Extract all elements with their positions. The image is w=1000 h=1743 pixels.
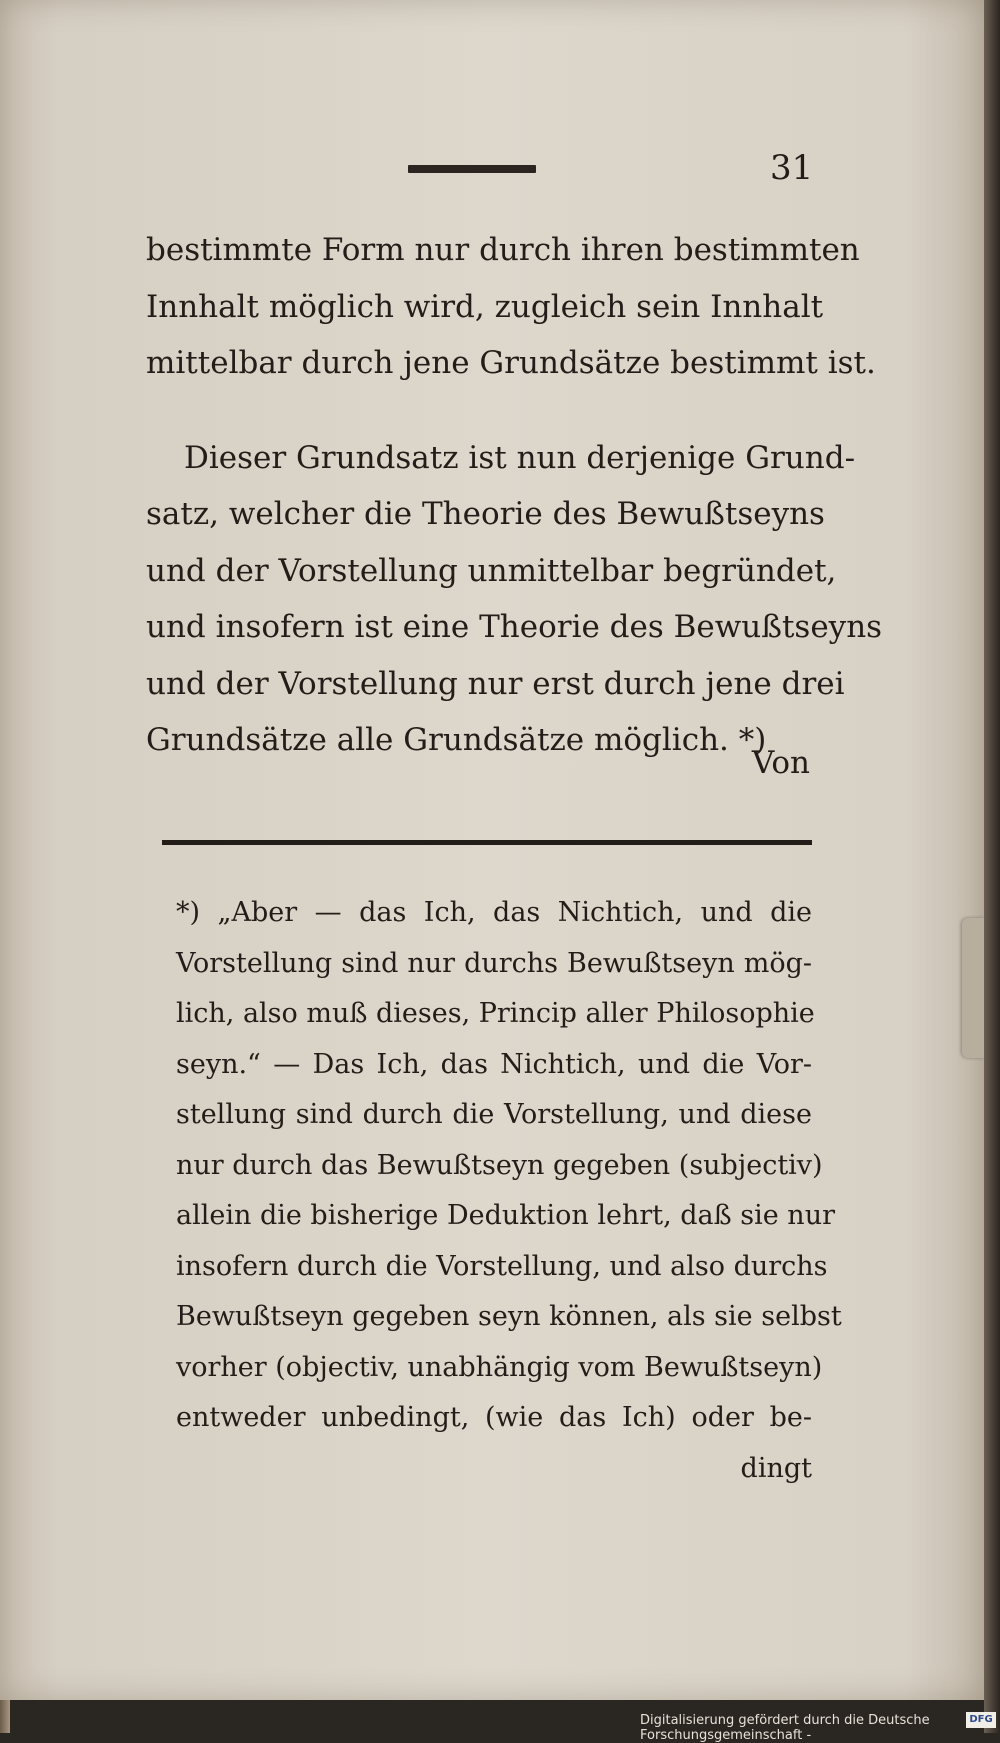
dfg-logo: DFG <box>966 1712 996 1728</box>
footnote-line: Vorstellung sind nur durchs Bewußtseyn mög- <box>176 947 812 979</box>
text-line: mittelbar durch jene Grundsätze bestimmt ist. <box>146 345 876 381</box>
footnote-line: seyn.“ — Das Ich, das Nichtich, und die Vor- <box>176 1048 812 1080</box>
text-line: und der Vorstellung nur erst durch jene drei <box>146 665 845 702</box>
footnote-line: entweder unbedingt, (wie das Ich) oder be- <box>176 1402 812 1433</box>
footnote-line: *) „Aber — das Ich, das Nichtich, und die <box>176 897 812 928</box>
footnote-line: Bewußtseyn gegeben seyn können, als sie selbst <box>176 1301 842 1332</box>
catchword: Von <box>751 745 810 781</box>
footnote-catchword: dingt <box>740 1452 812 1484</box>
footnote-line: allein die bisherige Deduktion lehrt, daß sie nur <box>176 1200 835 1231</box>
page-tab <box>962 918 984 1058</box>
text-line: Grundsätze alle Grundsätze möglich. *) <box>146 722 767 758</box>
text-line: Innhalt möglich wird, zugleich sein Innhalt <box>146 288 824 325</box>
main-text <box>146 222 883 769</box>
footer-credit: Digitalisierung gefördert durch die Deutsche Forschungsgemeinschaft - <box>640 1713 930 1743</box>
footnote-line: stellung sind durch die Vorstellung, und diese <box>176 1099 812 1130</box>
text-line: und insofern ist eine Theorie des Bewußtseyns <box>146 609 883 645</box>
page-number: 31 <box>770 148 814 188</box>
footnote-line: nur durch das Bewußtseyn gegeben (subjectiv) <box>176 1149 823 1181</box>
header-rule <box>408 165 536 173</box>
footnote-divider <box>162 840 812 845</box>
text-line: Dieser Grundsatz ist nun derjenige Grund- <box>184 439 856 476</box>
footnote-line: lich, also muß dieses, Princip aller Philosophie <box>176 998 815 1029</box>
text-line: bestimmte Form nur durch ihren bestimmten <box>146 232 860 268</box>
text-line: und der Vorstellung unmittelbar begründet, <box>146 552 837 589</box>
footnote <box>176 888 842 1494</box>
page-edge <box>984 0 1000 1733</box>
text-line: satz, welcher die Theorie des Bewußtseyns <box>146 496 825 532</box>
footnote-line: insofern durch die Vorstellung, und also durchs <box>176 1250 828 1282</box>
footnote-line: vorher (objectiv, unabhängig vom Bewußtseyn) <box>176 1351 823 1383</box>
